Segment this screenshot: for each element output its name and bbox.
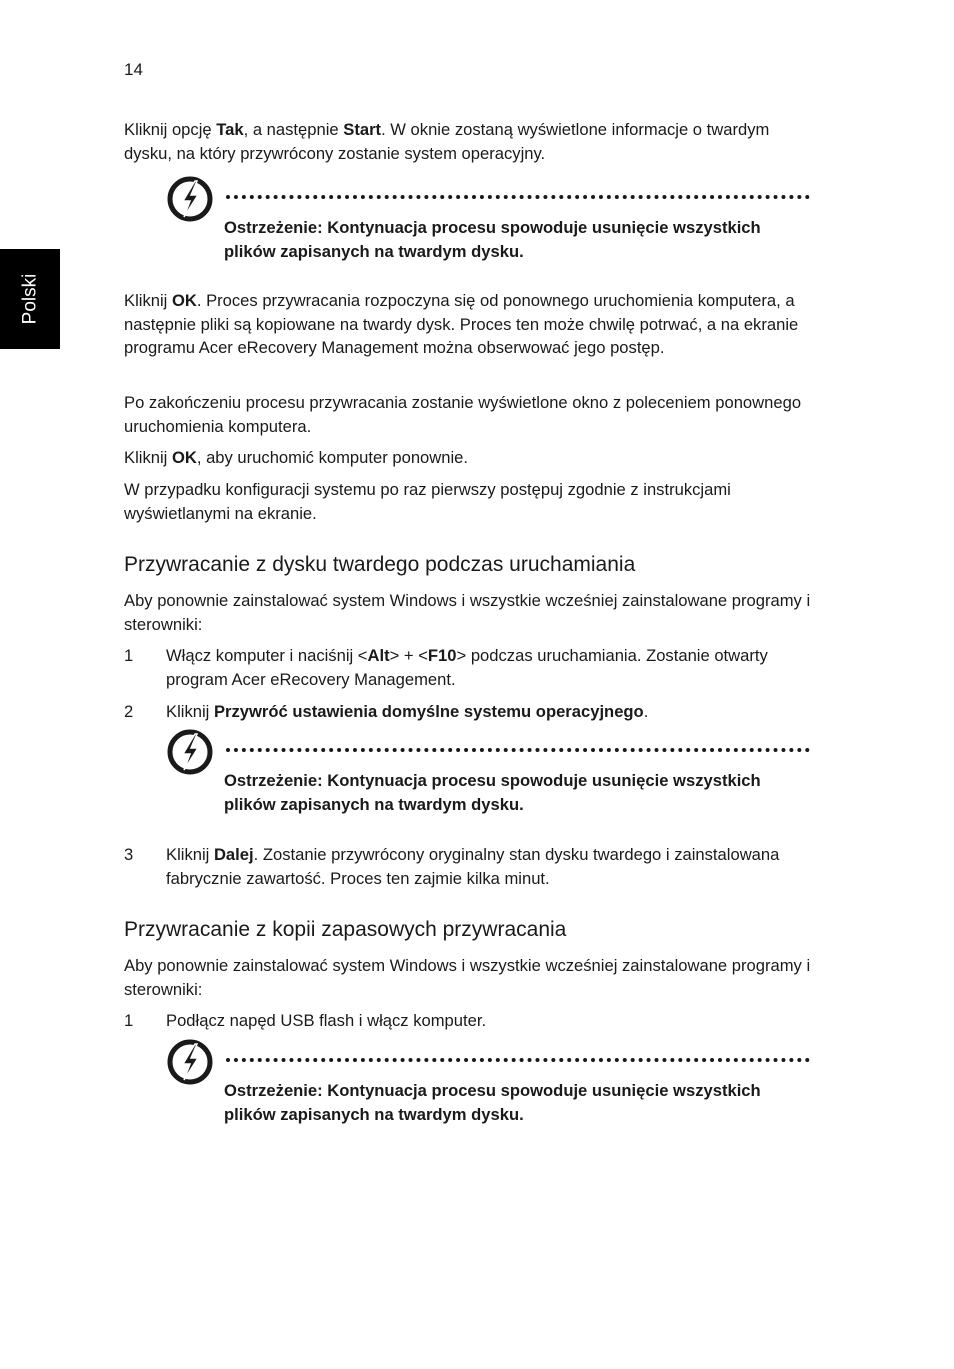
bold-alt: Alt	[367, 646, 390, 665]
language-label: Polski	[19, 273, 41, 325]
paragraph-click-ok	[124, 289, 814, 360]
text: Kliknij opcję	[124, 120, 217, 139]
text: Włącz komputer i naciśnij <	[166, 646, 368, 665]
text: . W oknie zostaną wyświetlone informacje o twardym dysku, na który przywrócony zostanie system operacyjny.	[124, 120, 770, 163]
bold-start: Start	[343, 120, 382, 139]
section-heading-hdd-boot: Przywracanie z dysku twardego podczas uruchamiania	[124, 553, 636, 576]
step-number: 2	[124, 702, 134, 721]
paragraph-click-ok-restart	[124, 446, 814, 470]
step-text: Podłącz napęd USB flash i włącz komputer.	[166, 1011, 487, 1030]
warning-text: Ostrzeżenie: Kontynuacja procesu spowoduje usunięcie wszystkich plików zapisanych na twardym dysku.	[224, 218, 761, 261]
step-text	[166, 700, 816, 724]
warning-text: Ostrzeżenie: Kontynuacja procesu spowoduje usunięcie wszystkich plików zapisanych na twardym dysku.	[224, 771, 761, 814]
warning-lightning-icon	[166, 728, 214, 776]
step-number: 1	[124, 646, 134, 665]
step-text	[166, 843, 816, 890]
text: , a następnie	[243, 120, 344, 139]
section-heading-backup: Przywracanie z kopii zapasowych przywracania	[124, 918, 567, 941]
text: Kliknij	[124, 448, 172, 467]
step-number: 3	[124, 845, 134, 864]
warning-text: Ostrzeżenie: Kontynuacja procesu spowoduje usunięcie wszystkich plików zapisanych na twardym dysku.	[224, 1081, 761, 1124]
text: . Proces przywracania rozpoczyna się od ponownego uruchomienia komputera, a następnie pliki są kopiowane na twardy dysk. Proces ten może chwilę potrwać, a na ekranie programu Acer eRecovery Management można obserwować jego postęp.	[124, 291, 799, 357]
language-side-tab	[0, 249, 60, 349]
warning-divider	[226, 195, 810, 199]
section1-intro: Aby ponownie zainstalować system Windows i wszystkie wcześniej zainstalowane programy i sterowniki:	[124, 591, 811, 634]
paragraph-restart-prompt: Po zakończeniu procesu przywracania zostanie wyświetlone okno z poleceniem ponownego uruchomienia komputera.	[124, 393, 802, 436]
page-number: 14	[124, 60, 143, 79]
warning-divider	[226, 1058, 810, 1062]
bold-dalej: Dalej	[213, 845, 254, 864]
paragraph-first-setup: W przypadku konfiguracji systemu po raz pierwszy postępuj zgodnie z instrukcjami wyświetlanymi na ekranie.	[124, 480, 731, 523]
section2-intro: Aby ponownie zainstalować system Windows i wszystkie wcześniej zainstalowane programy i sterowniki:	[124, 956, 811, 999]
bold-ok: OK	[171, 448, 197, 467]
warning-lightning-icon	[166, 1038, 214, 1086]
text: , aby uruchomić komputer ponownie.	[196, 448, 469, 467]
paragraph-select-tak	[124, 118, 814, 165]
text: . Zostanie przywrócony oryginalny stan dysku twardego i zainstalowana fabrycznie zawartość. Proces ten zajmie kilka minut.	[166, 845, 780, 888]
warning-lightning-icon	[166, 175, 214, 223]
warning-divider	[226, 748, 810, 752]
text: > + <	[389, 646, 428, 665]
bold-tak: Tak	[216, 120, 244, 139]
text: > podczas uruchamiania. Zostanie otwarty program Acer eRecovery Management.	[166, 646, 768, 689]
step-number: 1	[124, 1011, 134, 1030]
step-text	[166, 644, 816, 691]
text: Kliknij	[166, 845, 214, 864]
bold-option: Przywróć ustawienia domyślne systemu operacyjnego	[213, 702, 644, 721]
bold-ok: OK	[171, 291, 197, 310]
text: Kliknij	[124, 291, 172, 310]
text: .	[643, 702, 649, 721]
text: Kliknij	[166, 702, 214, 721]
bold-f10: F10	[427, 646, 457, 665]
